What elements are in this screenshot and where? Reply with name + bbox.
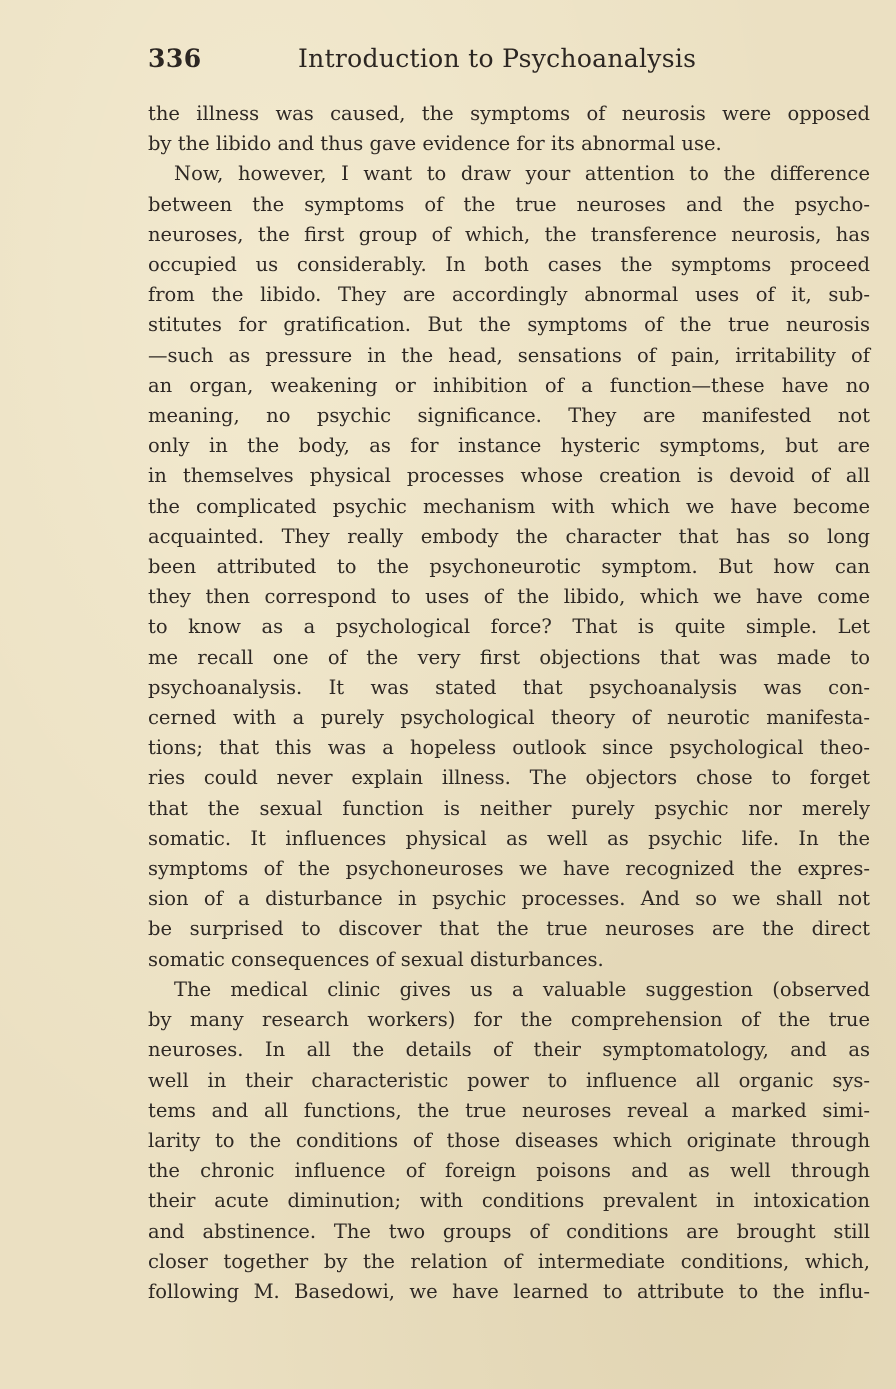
text-line: to know as a psychological force? That is quite simple. Let [148,615,870,639]
text-line: been attributed to the psychoneurotic symptom. But how can [148,555,870,579]
text-line: be surprised to discover that the true neuroses are the direct [148,917,870,941]
text-line: only in the body, as for instance hysteric symptoms, but are [148,434,870,458]
text-line: tems and all functions, the true neuroses reveal a marked simi- [148,1098,870,1122]
text-line: the complicated psychic mechanism with which we have become [148,494,870,518]
text-line: their acute diminution; with conditions prevalent in intoxication [148,1189,870,1213]
text-line: psychoanalysis. It was stated that psychoanalysis was con- [148,675,870,699]
text-line: stitutes for gratification. But the symptoms of the true neurosis [148,313,870,337]
text-line: The medical clinic gives us a valuable suggestion (observed [174,977,870,1001]
text-line: Now, however, I want to draw your attention to the difference [174,162,870,186]
page-number: 336 [148,44,202,73]
text-line: symptoms of the psychoneuroses we have recognized the expres- [148,857,870,881]
text-line: from the libido. They are accordingly abnormal uses of it, sub- [148,283,870,307]
text-line: they then correspond to uses of the libido, which we have come [148,585,870,609]
text-line: following M. Basedowi, we have learned to attribute to the influ- [148,1279,870,1303]
paragraph [148,975,870,1307]
text-line: larity to the conditions of those diseases which originate through [148,1128,870,1152]
text-line: meaning, no psychic significance. They are manifested not [148,404,870,428]
text-line: —such as pressure in the head, sensations of pain, irritability of [148,343,870,367]
text-line: neuroses, the first group of which, the transference neurosis, has [148,222,870,246]
text-line: the illness was caused, the symptoms of neurosis were opposed [148,102,870,125]
text-line: somatic consequences of sexual disturbances. [148,947,604,971]
text-line: in themselves physical processes whose creation is devoid of all [148,464,870,488]
running-head: Introduction to Psychoanalysis [298,44,697,73]
text-line: by the libido and thus gave evidence for its abnormal use. [148,132,722,156]
text-line: the chronic influence of foreign poisons and as well through [148,1159,870,1183]
text-line: an organ, weakening or inhibition of a function—these have no [148,373,870,397]
text-line: and abstinence. The two groups of conditions are brought still [148,1219,870,1243]
page-header [148,40,868,84]
text-line: me recall one of the very first objections that was made to [148,645,870,669]
text-line: acquainted. They really embody the character that has so long [148,524,870,548]
text-line: occupied us considerably. In both cases the symptoms proceed [148,253,870,277]
text-line: tions; that this was a hopeless outlook since psychological theo- [148,736,870,760]
paragraph [148,159,870,974]
text-line: by many research workers) for the comprehension of the true [148,1008,870,1032]
text-line: well in their characteristic power to influence all organic sys- [148,1068,870,1092]
text-line: ries could never explain illness. The objectors chose to forget [148,766,870,790]
text-line: between the symptoms of the true neuroses and the psycho- [148,192,870,216]
text-line: neuroses. In all the details of their symptomatology, and as [148,1038,870,1062]
body-text [148,99,870,1307]
text-line: cerned with a purely psychological theory of neurotic manifesta- [148,706,870,730]
text-line: sion of a disturbance in psychic processes. And so we shall not [148,887,870,911]
text-line: somatic. It influences physical as well as psychic life. In the [148,826,870,850]
text-line: that the sexual function is neither purely psychic nor merely [148,796,870,820]
text-line: closer together by the relation of intermediate conditions, which, [148,1249,870,1273]
paragraph [148,99,870,159]
